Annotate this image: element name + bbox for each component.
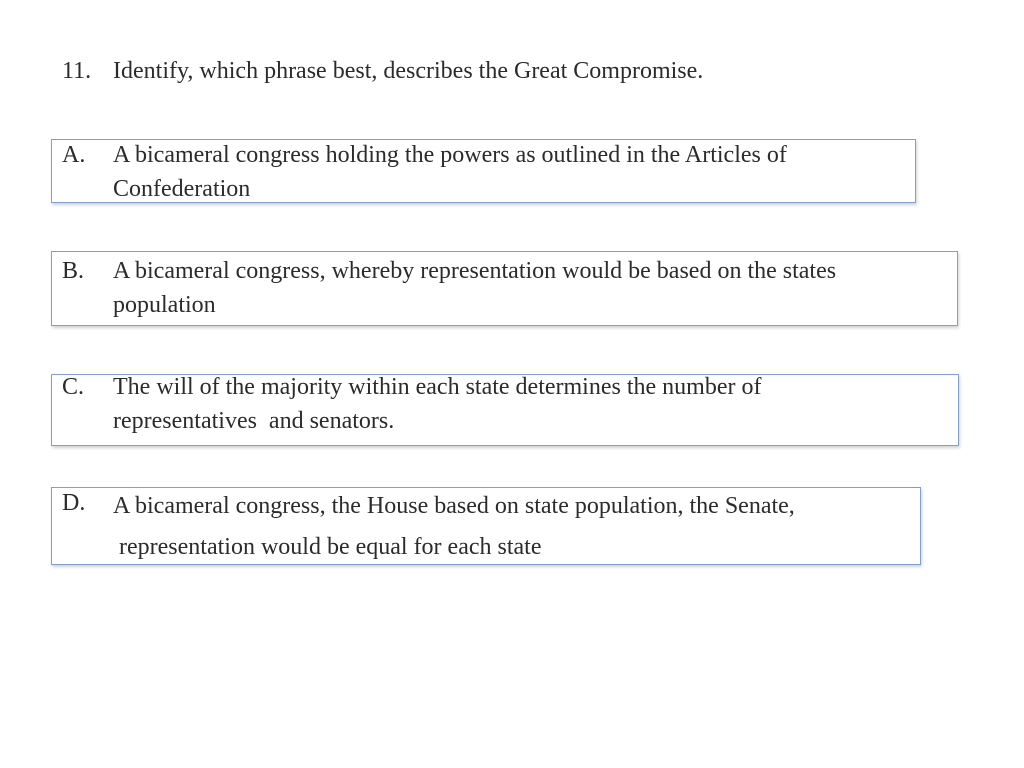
answer-option-c[interactable] [51, 374, 959, 446]
option-letter: A. [62, 142, 86, 168]
answer-option-b[interactable] [51, 251, 958, 326]
option-text-line-2: Confederation [113, 176, 251, 202]
option-text [113, 486, 914, 568]
option-text-line-1: A bicameral congress, whereby representation would be based on the states [113, 258, 837, 284]
question [62, 56, 703, 86]
question-number: 11. [62, 58, 92, 84]
option-letter: D. [62, 490, 86, 516]
option-text-line-2: representation would be equal for each state [119, 534, 542, 560]
answer-option-a[interactable] [51, 139, 916, 203]
option-text-line-1: A bicameral congress holding the powers as outlined in the Articles of [113, 142, 787, 168]
option-text [113, 138, 909, 206]
option-text-line-2: population [113, 292, 216, 318]
option-text [113, 254, 951, 322]
option-letter: B. [62, 258, 85, 284]
option-text-line-1: A bicameral congress, the House based on state population, the Senate, [113, 493, 795, 519]
option-text-line-2-wrapper [113, 527, 914, 568]
option-text [113, 370, 952, 438]
option-text-line-1: The will of the majority within each state determines the number of [113, 374, 762, 400]
answer-option-d[interactable] [51, 487, 921, 565]
option-letter: C. [62, 374, 85, 400]
question-text: Identify, which phrase best, describes the Great Compromise. [113, 58, 704, 84]
option-text-line-2: representatives and senators. [113, 408, 395, 434]
